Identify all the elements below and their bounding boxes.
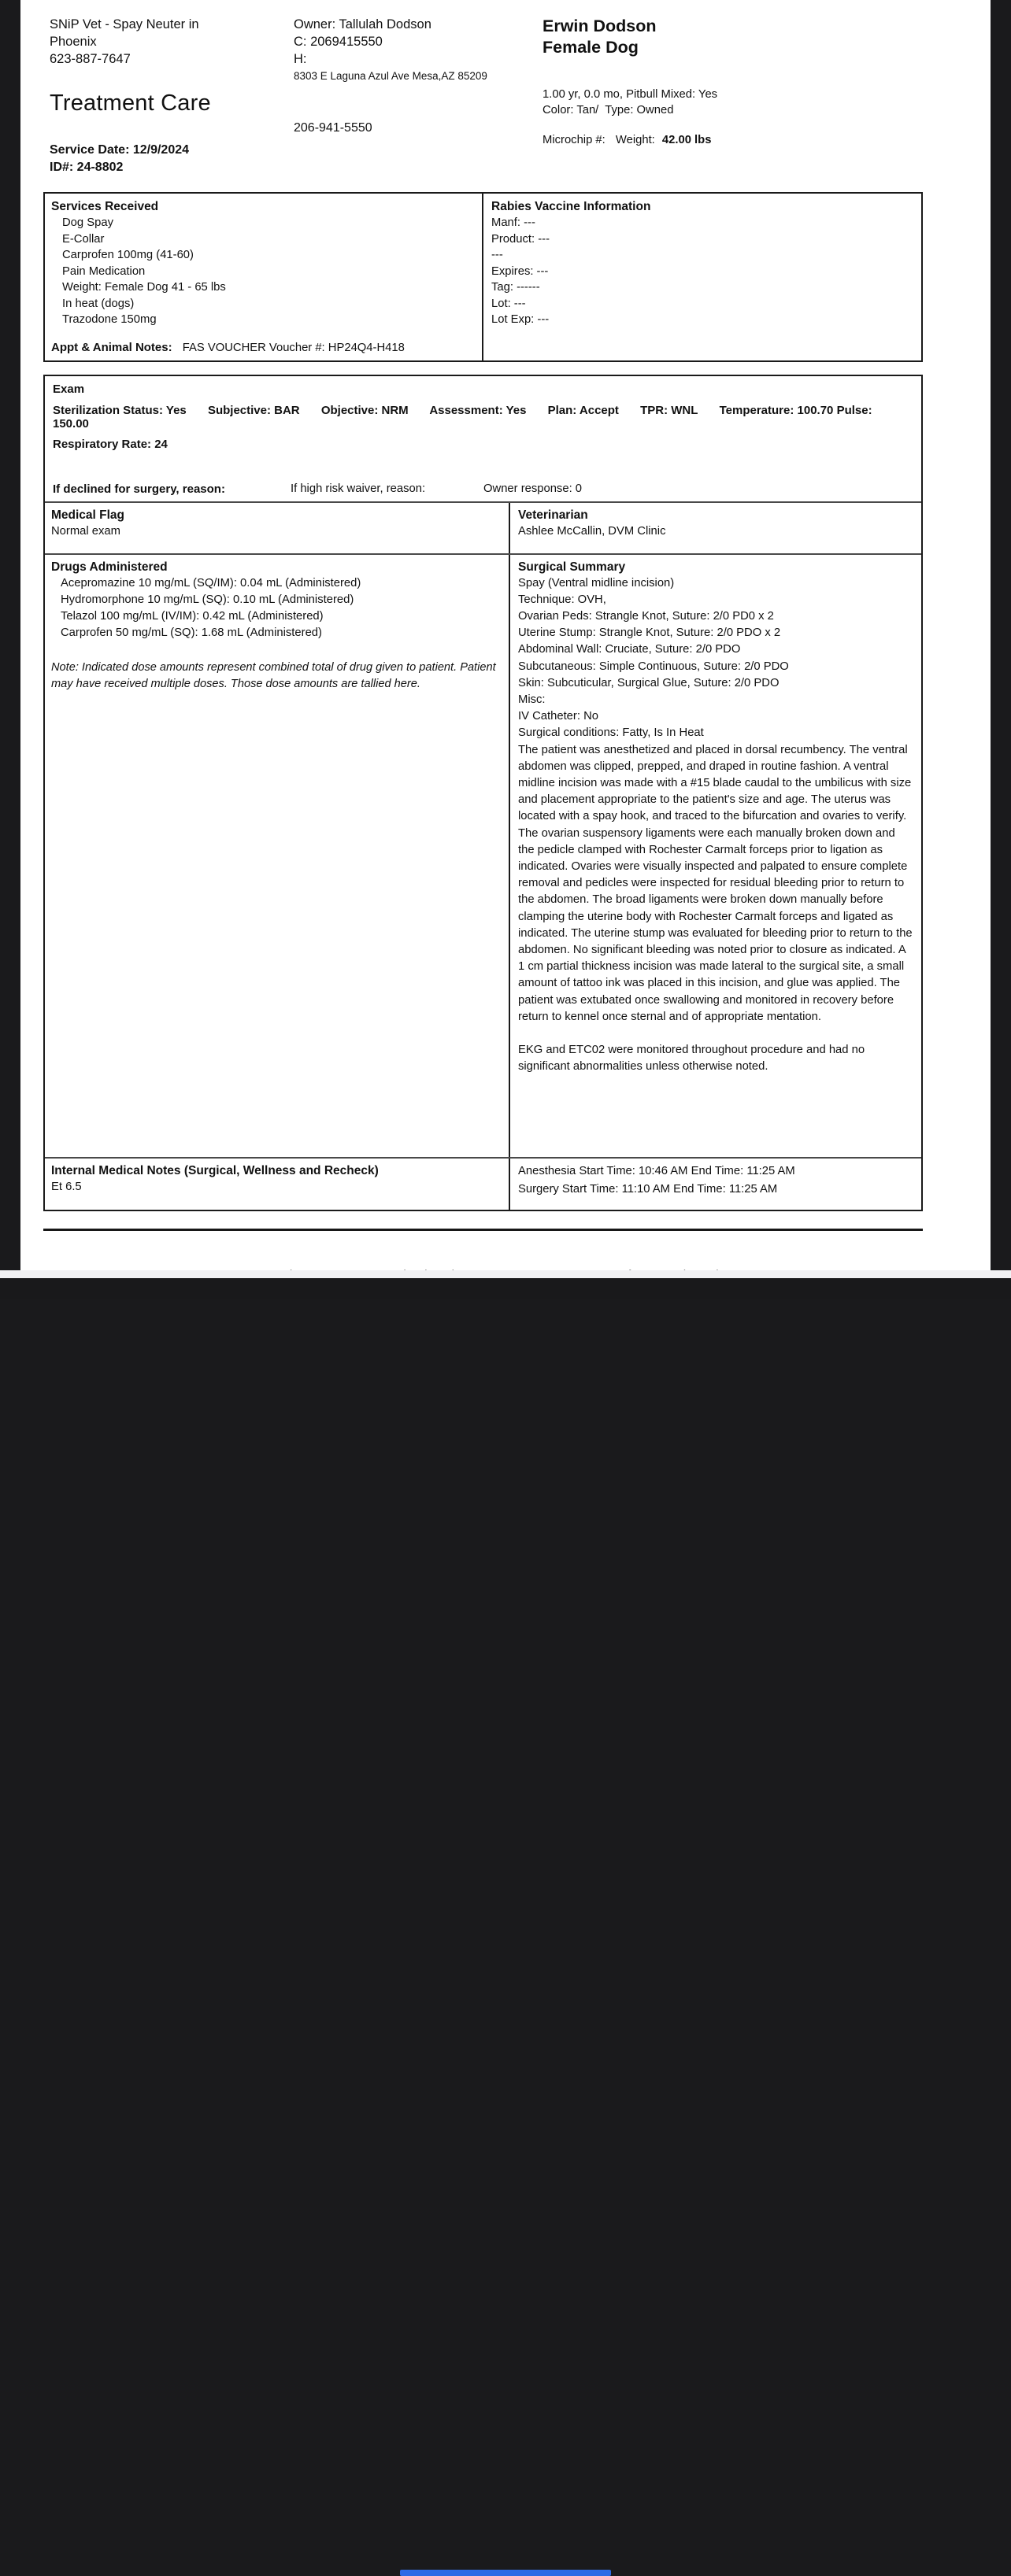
drug-item: Acepromazine 10 mg/mL (SQ/IM): 0.04 mL (Administered) xyxy=(61,576,361,589)
clinic-name: SNiP Vet - Spay Neuter in Phoenix xyxy=(50,17,199,49)
internal-notes-cell xyxy=(45,1159,510,1210)
internal-notes-times-row xyxy=(45,1159,921,1210)
declined-label: If declined for surgery, reason: xyxy=(53,482,225,496)
exam-box xyxy=(43,375,923,1211)
rabies-line: Tag: ------ xyxy=(491,281,540,294)
declined-waiver-row xyxy=(53,482,913,500)
service-item: Trazodone 150mg xyxy=(62,313,157,326)
patient-column xyxy=(543,16,991,176)
service-item: Weight: Female Dog 41 - 65 lbs xyxy=(62,281,226,294)
surgical-line: Technique: OVH, xyxy=(518,593,606,606)
drug-item: Carprofen 50 mg/mL (SQ): 1.68 mL (Administered) xyxy=(61,626,322,639)
owner-cell-phone: C: 2069415550 xyxy=(294,35,383,49)
surgical-summary-title: Surgical Summary xyxy=(518,560,626,574)
patient-name: Erwin Dodson xyxy=(543,17,657,35)
surgical-line: Ovarian Peds: Strangle Knot, Suture: 2/0 PD0 x 2 xyxy=(518,609,774,623)
times-cell xyxy=(510,1159,921,1210)
surgical-line: Subcutaneous: Simple Continuous, Suture: 2/0 PDO xyxy=(518,660,789,673)
waiver-label: If high risk waiver, reason: xyxy=(291,482,426,495)
appt-animal-notes xyxy=(51,341,476,354)
service-item: Pain Medication xyxy=(62,264,146,278)
owner-column xyxy=(294,16,543,176)
rabies-line: Manf: --- xyxy=(491,216,535,229)
internal-notes-value: Et 6.5 xyxy=(51,1180,82,1193)
exam-vitals-row xyxy=(53,404,913,431)
surgical-line: IV Catheter: No xyxy=(518,710,598,723)
internal-notes-title: Internal Medical Notes (Surgical, Wellness and Recheck) xyxy=(51,1163,379,1177)
appt-notes-label: Appt & Animal Notes: xyxy=(51,340,172,354)
vital-sterilization: Sterilization Status: Yes xyxy=(53,403,187,417)
document-page xyxy=(20,0,991,1270)
veterinarian-cell xyxy=(510,503,921,553)
surgery-times: Surgery Start Time: 11:10 AM End Time: 11:25 AM xyxy=(518,1182,778,1196)
vital-objective: Objective: NRM xyxy=(320,403,409,417)
surgical-line: Skin: Subcuticular, Surgical Glue, Suture: 2/0 PDO xyxy=(518,676,780,689)
document-title: Treatment Care xyxy=(50,91,211,116)
appt-notes-value: FAS VOUCHER Voucher #: HP24Q4-H418 xyxy=(182,341,405,354)
medical-flag-value: Normal exam xyxy=(51,524,120,538)
services-received-cell xyxy=(45,194,483,360)
veterinarian-value: Ashlee McCallin, DVM Clinic xyxy=(518,524,666,538)
patient-sex-species: Female Dog xyxy=(543,38,639,57)
rabies-line: Lot Exp: --- xyxy=(491,313,550,326)
drug-item: Telazol 100 mg/mL (IV/IM): 0.42 mL (Administered) xyxy=(61,609,324,623)
surgical-line: Abdominal Wall: Cruciate, Suture: 2/0 PDO xyxy=(518,643,741,656)
surgical-line: Surgical conditions: Fatty, Is In Heat xyxy=(518,726,704,740)
exam-header-section xyxy=(45,376,921,501)
owner-alt-phone: 206-941-5550 xyxy=(294,121,372,135)
drug-dose-note: Note: Indicated dose amounts represent combined total of drug given to patient. Patient may have received multiple doses. Those dose amounts are tallied here. xyxy=(51,660,496,690)
weight-value: 42.00 lbs xyxy=(661,134,712,146)
service-block xyxy=(50,142,294,176)
surgical-line: Misc: xyxy=(518,693,546,706)
medical-flag-title: Medical Flag xyxy=(51,508,125,522)
bottom-bar xyxy=(0,1278,1011,1299)
vital-assessment: Assessment: Yes xyxy=(429,403,527,417)
surgical-narrative: The patient was anesthetized and placed in dorsal recumbency. The ventral abdomen was clipped, prepped, and draped in routine fashion. A ventral midline incision was made with a #15 blade caudal to the umbilicus with size and placement appropriate to the patient's size and age. The uterus was located with a spay hook, and traced to the bifurcation and ovaries to verify. The ovarian suspensory ligaments were each manually broken down and the pedicle clamped with Rochester Carmalt forceps prior to ligation as indicated. Ovaries were visually inspected and palpated to ensure complete removal and pedicles were inspected for residual bleeding prior to return to the abdomen. The broad ligaments were broken down manually before clamping the uterine body with Rochester Carmalt forceps and ligated as indicated. The uterine stump was evaluated for bleeding prior to return to the abdomen. No significant bleeding was noted prior to closure as indicated. A 1 cm partial thickness incision was made lateral to the surgical site, a small amount of tattoo ink was placed in this incision, and glue was applied. The patient was extubated once swallowing and monitored in recovery before return to kennel once sternal and of appropriate mentation. xyxy=(518,743,913,1023)
surgical-summary-cell xyxy=(510,555,921,1157)
veterinarian-title: Veterinarian xyxy=(518,508,588,522)
exam-title: Exam xyxy=(53,382,85,396)
respiratory-rate: Respiratory Rate: 24 xyxy=(53,437,168,451)
weight-label: Weight: xyxy=(615,134,655,146)
patient-age-breed: 1.00 yr, 0.0 mo, Pitbull Mixed: Yes xyxy=(543,88,718,101)
rabies-line: Lot: --- xyxy=(491,297,526,310)
viewer-bottom-strip xyxy=(0,1270,1011,1278)
patient-color-type: Color: Tan/ Type: Owned xyxy=(543,104,674,116)
anesthesia-times: Anesthesia Start Time: 10:46 AM End Time: 11:25 AM xyxy=(518,1164,795,1177)
vital-plan: Plan: Accept xyxy=(547,403,619,417)
clinic-phone: 623-887-7647 xyxy=(50,52,131,66)
rabies-line: --- xyxy=(491,249,503,261)
owner-response: Owner response: 0 xyxy=(483,482,583,495)
vital-temperature-pulse: Temperature: 100.70 Pulse: 150.00 xyxy=(53,403,872,431)
drug-item: Hydromorphone 10 mg/mL (SQ): 0.10 mL (Administered) xyxy=(61,593,354,606)
drugs-title: Drugs Administered xyxy=(51,560,168,574)
owner-name: Owner: Tallulah Dodson xyxy=(294,17,431,31)
service-date: Service Date: 12/9/2024 xyxy=(50,143,190,157)
services-received-title: Services Received xyxy=(51,200,159,213)
record-id: ID#: 24-8802 xyxy=(50,161,124,174)
monitoring-note: EKG and ETC02 were monitored throughout procedure and had no significant abnormalities unless otherwise noted. xyxy=(518,1043,865,1074)
microchip-label: Microchip #: xyxy=(543,134,605,146)
owner-address: 8303 E Laguna Azul Ave Mesa,AZ 85209 xyxy=(294,70,487,82)
surgical-line: Spay (Ventral midline incision) xyxy=(518,576,675,589)
patient-info xyxy=(543,87,991,118)
rabies-title: Rabies Vaccine Information xyxy=(491,200,651,213)
vital-subjective: Subjective: BAR xyxy=(207,403,300,417)
footer-rule xyxy=(43,1229,923,1231)
service-item: Carprofen 100mg (41-60) xyxy=(62,249,194,261)
document-header xyxy=(20,0,991,176)
microchip-weight-line xyxy=(543,134,991,146)
service-item: E-Collar xyxy=(62,232,105,246)
drugs-administered-cell xyxy=(45,555,510,1157)
rabies-line: Product: --- xyxy=(491,232,550,246)
service-item: In heat (dogs) xyxy=(62,297,135,310)
owner-home-phone: H: xyxy=(294,52,307,66)
medical-flag-cell xyxy=(45,503,510,553)
bottom-scrollbar-thumb[interactable] xyxy=(400,2570,611,2576)
clinic-column xyxy=(50,16,294,176)
drugs-surgical-row xyxy=(45,555,921,1157)
services-rabies-box xyxy=(43,192,923,362)
flag-vet-row xyxy=(45,503,921,553)
vital-tpr: TPR: WNL xyxy=(640,403,698,417)
surgical-line: Uterine Stump: Strangle Knot, Suture: 2/0 PDO x 2 xyxy=(518,626,781,640)
rabies-line: Expires: --- xyxy=(491,264,549,278)
rabies-vaccine-cell xyxy=(483,194,921,360)
service-item: Dog Spay xyxy=(62,216,113,229)
spacer xyxy=(518,1026,913,1042)
